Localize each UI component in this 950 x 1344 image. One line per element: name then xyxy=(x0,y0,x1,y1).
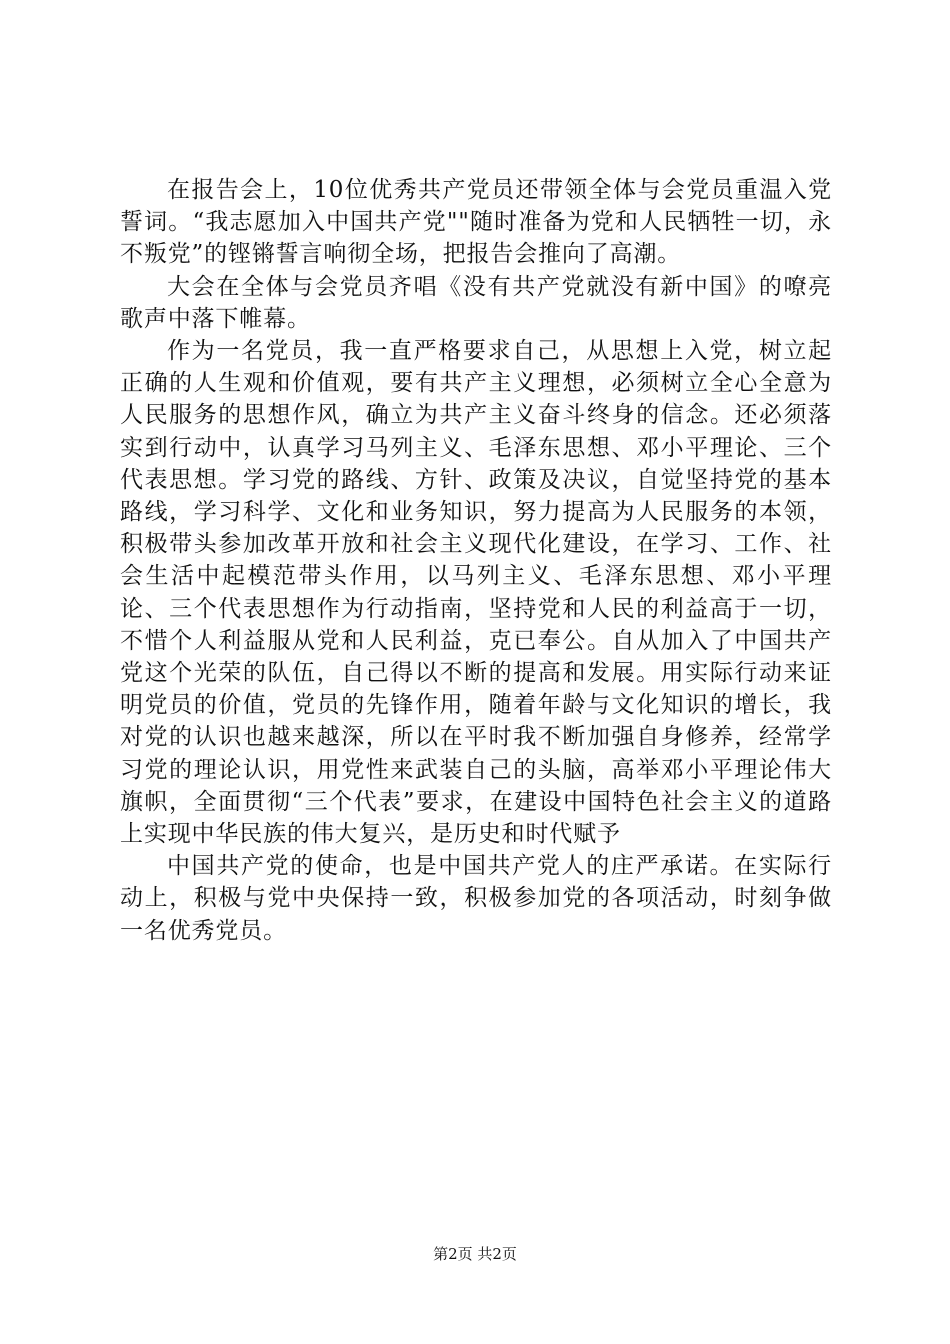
paragraph-closing-song: 大会在全体与会党员齐唱《没有共产党就没有新中国》的嘹亮歌声中落下帷幕。 xyxy=(120,273,832,332)
document-body xyxy=(120,174,832,947)
paragraph-oath: 在报告会上，10位优秀共产党员还带领全体与会党员重温入党誓词。“我志愿加入中国共产党""随时准备为党和人民牺牲一切，永不叛党”的铿锵誓言响彻全场，把报告会推向了高潮。 xyxy=(120,177,832,268)
paragraph-member-reflection: 作为一名党员，我一直严格要求自己，从思想上入党，树立起正确的人生观和价值观，要有共产主义理想，必须树立全心全意为人民服务的思想作风，确立为共产主义奋斗终身的信念。还必须落实到行动中，认真学习马列主义、毛泽东思想、邓小平理论、三个代表思想。学习党的路线、方针、政策及决议，自觉坚持党的基本路线，学习科学、文化和业务知识，努力提高为人民服务的本领，积极带头参加改革开放和社会主义现代化建设，在学习、工作、社会生活中起模范带头作用，以马列主义、毛泽东思想、邓小平理论、三个代表思想作为行动指南，坚持党和人民的利益高于一切，不惜个人利益服从党和人民利益，克已奉公。自从加入了中国共产党这个光荣的队伍，自己得以不断的提高和发展。用实际行动来证明党员的价值，党员的先锋作用，随着年龄与文化知识的增长，我对党的认识也越来越深，所以在平时我不断加强自身修养，经常学习党的理论认识，用党性来武装自己的头脑，高举邓小平理论伟大旗帜，全面贯彻“三个代表”要求，在建设中国特色社会主义的道路上实现中华民族的伟大复兴，是历史和时代赋予 xyxy=(120,338,832,848)
page-number-footer: 第2页 共2页 xyxy=(433,1245,517,1263)
paragraph-mission: 中国共产党的使命，也是中国共产党人的庄严承诺。在实际行动上，积极与党中央保持一致，积极参加党的各项活动，时刻争做一名优秀党员。 xyxy=(120,853,832,944)
